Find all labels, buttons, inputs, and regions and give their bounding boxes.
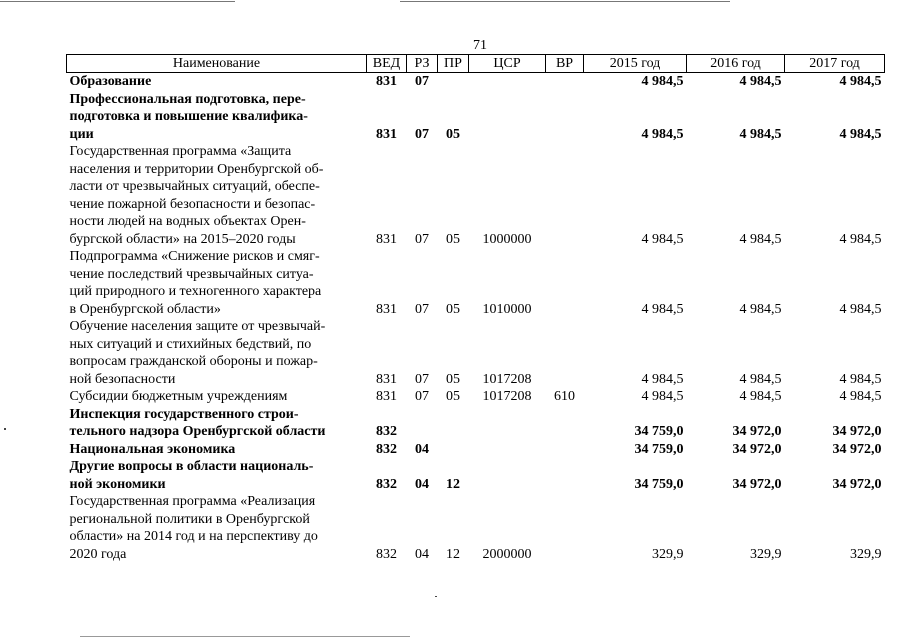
table-row [67,441,885,459]
cell-y2016: 4 984,5 [739,301,782,317]
header-vr: ВР [546,55,584,73]
cell-ved: 831 [376,301,397,317]
cell-name [67,441,367,459]
cell-name-line: чение пожарной безопасности и безопас- [69,196,316,212]
cell-y2017: 4 984,5 [839,74,882,89]
cell-name-line: 2020 года [69,546,127,562]
cell-name-line: Государственная программа «Защита [69,144,292,159]
cell-rz: 04 [415,476,429,492]
cell-pr [438,441,469,459]
cell-ved: 832 [376,424,397,439]
cell-y2017: 34 972,0 [832,441,882,457]
cell-ved: 831 [376,231,397,247]
cell-rz: 07 [415,301,429,317]
cell-name [67,91,367,144]
cell-name-line: подготовка и повышение квалифика- [69,109,308,124]
cell-vr [546,248,584,318]
cell-csr: 1010000 [482,301,532,317]
cell-y2015: 4 984,5 [641,231,684,247]
cell-y2016: 34 972,0 [732,441,782,457]
cell-y2015: 34 759,0 [634,476,684,492]
cell-ved: 832 [376,546,397,562]
header-2016: 2016 год [687,55,785,73]
cell-name-line: бургской области» на 2015–2020 годы [69,231,296,247]
header-name: Наименование [67,55,367,73]
cell-y2015: 4 984,5 [641,74,684,89]
cell-name-line: чение последствий чрезвычайных ситуа- [69,266,314,282]
cell-ved: 831 [376,371,397,387]
cell-rz: 04 [415,546,429,562]
cell-rz [407,406,438,441]
cell-ved: 832 [376,441,397,457]
cell-y2016: 4 984,5 [739,231,782,247]
cell-name-line: региональной политики в Оренбургской [69,511,310,527]
scan-edge-line-bottom [80,636,410,637]
header-ved: ВЕД [367,55,407,73]
cell-name-line: Профессиональная подготовка, пере- [69,91,306,107]
table-row [67,406,885,441]
table-row [67,248,885,318]
cell-y2017: 4 984,5 [839,301,882,317]
cell-y2016: 34 972,0 [732,424,782,439]
cell-vr [546,91,584,144]
cell-name-line: ности людей на водных объектах Орен- [69,214,306,229]
budget-table [66,54,885,563]
cell-pr: 05 [446,126,460,142]
cell-name-line: Обучение населения защите от чрезвычай- [69,319,326,334]
cell-csr [469,458,546,493]
cell-y2017: 4 984,5 [839,126,882,142]
cell-y2017: 329,9 [850,546,882,562]
cell-rz: 07 [415,371,429,387]
cell-rz: 07 [415,389,429,404]
cell-name-line: ции [69,126,94,142]
cell-y2017: 4 984,5 [839,389,882,404]
cell-name [67,73,367,91]
cell-ved: 831 [376,126,397,142]
cell-name-line: Образование [69,74,152,89]
table-body [67,73,885,564]
cell-name-line: ной безопасности [69,371,176,387]
cell-name [67,493,367,563]
cell-pr: 12 [446,546,460,562]
scan-edge-line-right [400,1,730,2]
cell-y2015: 4 984,5 [641,371,684,387]
cell-pr: 05 [446,371,460,387]
cell-rz: 07 [415,126,429,142]
header-pr: ПР [438,55,469,73]
cell-name-line: ласти от чрезвычайных ситуаций, обеспе- [69,179,320,194]
table-header-row [67,55,885,73]
cell-name-line: ной экономики [69,476,166,492]
cell-name-line: тельного надзора Оренбургской области [69,424,326,439]
cell-y2017: 4 984,5 [839,371,882,387]
cell-pr [438,406,469,441]
cell-vr [546,318,584,388]
cell-pr: 05 [446,231,460,247]
cell-vr: 610 [554,389,575,404]
cell-name-line: Субсидии бюджетным учреждениям [69,389,288,404]
header-rz: РЗ [407,55,438,73]
cell-name [67,458,367,493]
cell-vr [546,493,584,563]
header-csr: ЦСР [469,55,546,73]
cell-name-line: области» на 2014 год и на перспективу до [69,529,318,544]
cell-vr [546,441,584,459]
cell-pr: 05 [446,301,460,317]
cell-rz: 04 [415,441,429,457]
cell-csr: 1000000 [482,231,532,247]
cell-y2016: 4 984,5 [739,389,782,404]
cell-name-line: ций природного и техногенного характера [69,284,322,299]
cell-y2017: 34 972,0 [832,476,882,492]
cell-rz: 07 [415,74,429,89]
cell-name-line: вопросам гражданской обороны и пожар- [69,354,318,369]
cell-name-line: Государственная программа «Реализация [69,494,316,509]
cell-ved: 832 [376,476,397,492]
cell-ved: 831 [376,74,397,89]
table-row [67,91,885,144]
cell-y2015: 4 984,5 [641,126,684,142]
cell-y2015: 4 984,5 [641,301,684,317]
cell-y2016: 4 984,5 [739,371,782,387]
cell-y2016: 34 972,0 [732,476,782,492]
page-number: 71 [473,38,487,53]
cell-y2016: 4 984,5 [739,126,782,142]
cell-y2015: 4 984,5 [641,389,684,404]
cell-name-line: населения и территории Оренбургской об- [69,161,324,177]
cell-y2017: 34 972,0 [832,424,882,439]
cell-csr: 1017208 [482,389,532,404]
cell-name [67,143,367,248]
cell-csr [469,73,546,91]
cell-rz: 07 [415,231,429,247]
cell-ved: 831 [376,389,397,404]
scan-speck [435,596,437,597]
cell-vr [546,143,584,248]
cell-name-line: в Оренбургской области» [69,301,221,317]
table-row [67,458,885,493]
table-row [67,143,885,248]
cell-vr [546,406,584,441]
cell-y2015: 34 759,0 [634,424,684,439]
cell-name-line: Инспекция государственного строи- [69,406,299,422]
cell-y2015: 34 759,0 [634,441,684,457]
table-row [67,493,885,563]
cell-y2017: 4 984,5 [839,231,882,247]
cell-csr [469,91,546,144]
cell-pr [438,73,469,91]
cell-y2016: 4 984,5 [739,74,782,89]
cell-name-line: ных ситуаций и стихийных бедствий, по [69,336,312,352]
scan-speck [4,428,6,430]
header-2017: 2017 год [785,55,885,73]
cell-csr [469,406,546,441]
cell-name-line: Другие вопросы в области националь- [69,459,314,474]
cell-name [67,406,367,441]
cell-name [67,248,367,318]
cell-csr: 1017208 [482,371,532,387]
header-2015: 2015 год [584,55,687,73]
cell-y2015: 329,9 [652,546,684,562]
cell-name [67,318,367,388]
table-row [67,388,885,406]
table-row [67,73,885,91]
cell-csr: 2000000 [482,546,532,562]
scan-edge-line-left [0,1,235,2]
cell-pr: 05 [446,389,460,404]
cell-vr [546,73,584,91]
cell-csr [469,441,546,459]
table-row [67,318,885,388]
cell-pr: 12 [446,476,460,492]
cell-name-line: Подпрограмма «Снижение рисков и смяг- [69,249,320,264]
cell-name-line: Национальная экономика [69,441,236,457]
cell-name [67,388,367,406]
cell-y2016: 329,9 [750,546,782,562]
cell-vr [546,458,584,493]
